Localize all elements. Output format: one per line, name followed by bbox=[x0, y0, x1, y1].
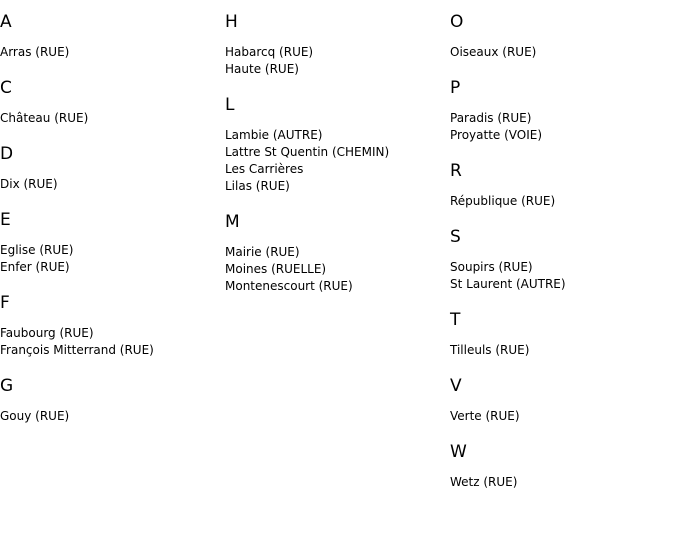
street-item[interactable]: Oiseaux (RUE) bbox=[450, 45, 537, 59]
letter-group-v bbox=[450, 376, 670, 425]
street-item[interactable]: Habarcq (RUE) bbox=[225, 45, 314, 59]
letter-heading: P bbox=[450, 78, 461, 98]
street-item[interactable]: St Laurent (AUTRE) bbox=[450, 277, 566, 291]
letter-group-t bbox=[450, 310, 670, 359]
letter-group-p bbox=[450, 78, 670, 144]
street-item[interactable]: Enfer (RUE) bbox=[0, 260, 70, 274]
street-item[interactable]: Verte (RUE) bbox=[450, 409, 520, 423]
street-item[interactable]: Soupirs (RUE) bbox=[450, 260, 533, 274]
letter-group-g bbox=[0, 376, 220, 425]
street-item[interactable]: Lambie (AUTRE) bbox=[225, 128, 323, 142]
street-item[interactable]: Les Carrières bbox=[225, 162, 304, 176]
letter-heading: R bbox=[450, 161, 462, 181]
street-item[interactable]: Lilas (RUE) bbox=[225, 179, 290, 193]
street-item[interactable]: Eglise (RUE) bbox=[0, 243, 74, 257]
letter-group-d bbox=[0, 144, 220, 193]
letter-heading: C bbox=[0, 78, 12, 98]
letter-group-h bbox=[225, 12, 445, 78]
street-item[interactable]: Montenescourt (RUE) bbox=[225, 279, 353, 293]
letter-group-o bbox=[450, 12, 670, 61]
letter-heading: S bbox=[450, 227, 461, 247]
letter-group-r bbox=[450, 161, 670, 210]
letter-group-w bbox=[450, 442, 670, 491]
street-index-column-3 bbox=[450, 12, 670, 508]
street-item[interactable]: Proyatte (VOIE) bbox=[450, 128, 543, 142]
street-item[interactable]: Haute (RUE) bbox=[225, 62, 299, 76]
letter-group-s bbox=[450, 227, 670, 293]
street-item[interactable]: République (RUE) bbox=[450, 194, 556, 208]
street-item[interactable]: Paradis (RUE) bbox=[450, 111, 532, 125]
letter-group-a bbox=[0, 12, 220, 61]
letter-group-m bbox=[225, 212, 445, 295]
letter-heading: M bbox=[225, 212, 240, 232]
street-item[interactable]: Moines (RUELLE) bbox=[225, 262, 327, 276]
letter-heading: V bbox=[450, 376, 462, 396]
letter-heading: O bbox=[450, 12, 464, 32]
letter-heading: G bbox=[0, 376, 14, 396]
street-item[interactable]: Faubourg (RUE) bbox=[0, 326, 94, 340]
letter-heading: A bbox=[0, 12, 12, 32]
letter-heading: D bbox=[0, 144, 14, 164]
letter-group-f bbox=[0, 293, 220, 359]
letter-heading: E bbox=[0, 210, 11, 230]
street-index-column-1 bbox=[0, 12, 220, 442]
letter-heading: L bbox=[225, 95, 235, 115]
letter-heading: H bbox=[225, 12, 238, 32]
letter-group-e bbox=[0, 210, 220, 276]
letter-group-l bbox=[225, 95, 445, 195]
letter-heading: W bbox=[450, 442, 467, 462]
street-item[interactable]: Wetz (RUE) bbox=[450, 475, 518, 489]
street-item[interactable]: Lattre St Quentin (CHEMIN) bbox=[225, 145, 390, 159]
letter-group-c bbox=[0, 78, 220, 127]
street-item[interactable]: Château (RUE) bbox=[0, 111, 89, 125]
letter-heading: F bbox=[0, 293, 10, 313]
street-item[interactable]: Gouy (RUE) bbox=[0, 409, 70, 423]
street-item[interactable]: Tilleuls (RUE) bbox=[450, 343, 530, 357]
street-item[interactable]: Arras (RUE) bbox=[0, 45, 70, 59]
street-item[interactable]: François Mitterrand (RUE) bbox=[0, 343, 154, 357]
street-item[interactable]: Dix (RUE) bbox=[0, 177, 58, 191]
letter-heading: T bbox=[450, 310, 461, 330]
street-item[interactable]: Mairie (RUE) bbox=[225, 245, 300, 259]
street-index-column-2 bbox=[225, 12, 445, 312]
